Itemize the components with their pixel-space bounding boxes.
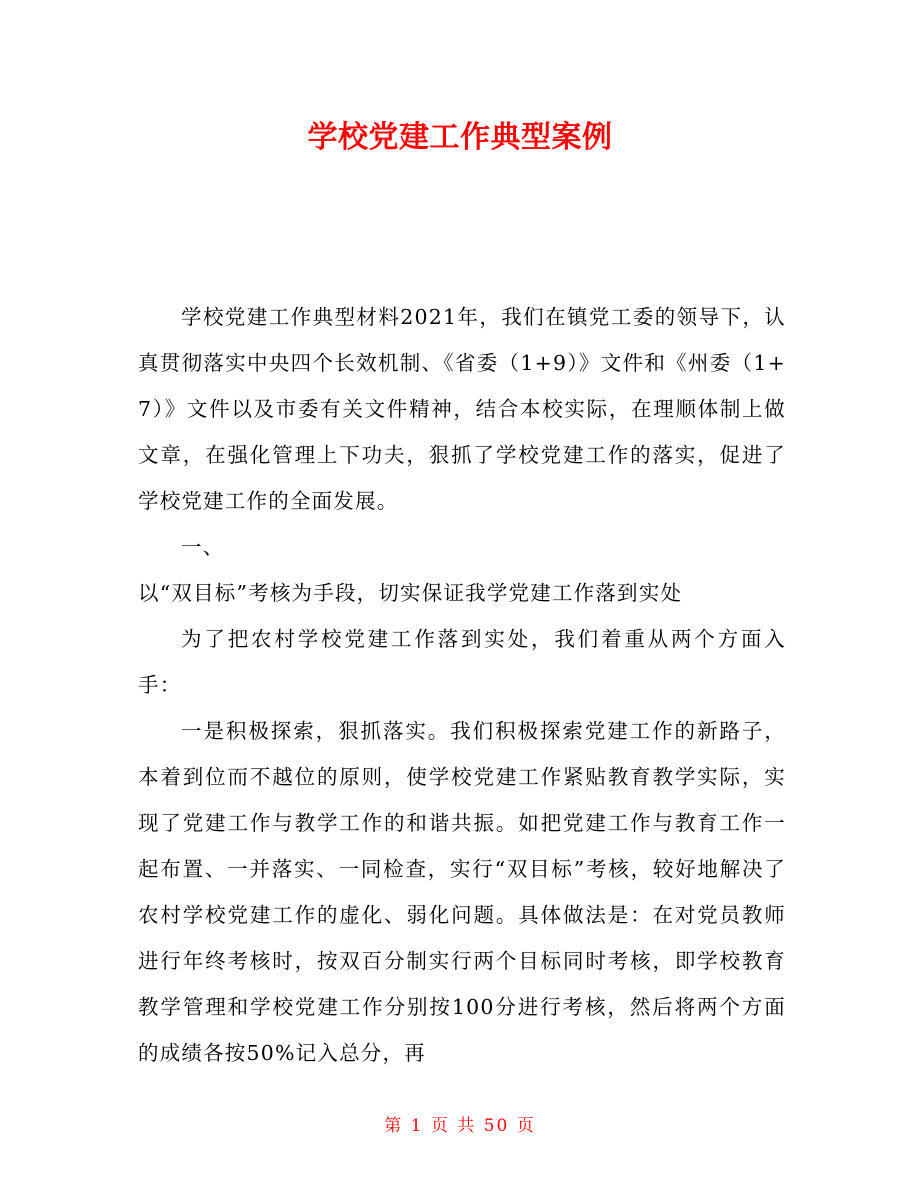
page-footer — [0, 1108, 920, 1144]
footer-suffix: 页 — [516, 1116, 536, 1136]
document-body — [138, 294, 786, 1076]
footer-mid: 页 共 — [430, 1116, 477, 1136]
section-heading: 以“双目标”考核为手段，切实保证我学党建工作落到实处 — [138, 581, 683, 605]
paragraph-intro: 学校党建工作典型材料2021年，我们在镇党工委的领导下，认真贯彻落实中央四个长效机制、《省委（1+9）》文件和《州委（1+7）》文件以及市委有关文件精神，结合本校实际，在理顺体制上做文章，在强化管理上下功夫，狠抓了学校党建工作的落实，促进了学校党建工作的全面发展。 — [138, 305, 786, 513]
document-title: 学校党建工作典型案例 — [307, 120, 613, 155]
footer-page-number: 1 — [410, 1116, 424, 1136]
footer-page-total: 50 — [483, 1116, 510, 1136]
paragraph-approach: 为了把农村学校党建工作落到实处，我们着重从两个方面入手： — [138, 627, 786, 697]
section-number: 一、 — [181, 535, 225, 559]
footer-prefix: 第 — [384, 1116, 404, 1136]
paragraph-first-point: 一是积极探索，狠抓落实。我们积极探索党建工作的新路子，本着到位而不越位的原则，使学校党建工作紧贴教育教学实际，实现了党建工作与教学工作的和谐共振。如把党建工作与教育工作一起布置、一并落实、一同检查，实行“双目标”考核，较好地解决了农村学校党建工作的虚化、弱化问题。具体做法是：在对党员教师进行年终考核时，按双百分制实行两个目标同时考核，即学校教育教学管理和学校党建工作分别按100分进行考核，然后将两个方面的成绩各按50%记入总分，再 — [138, 719, 786, 1065]
